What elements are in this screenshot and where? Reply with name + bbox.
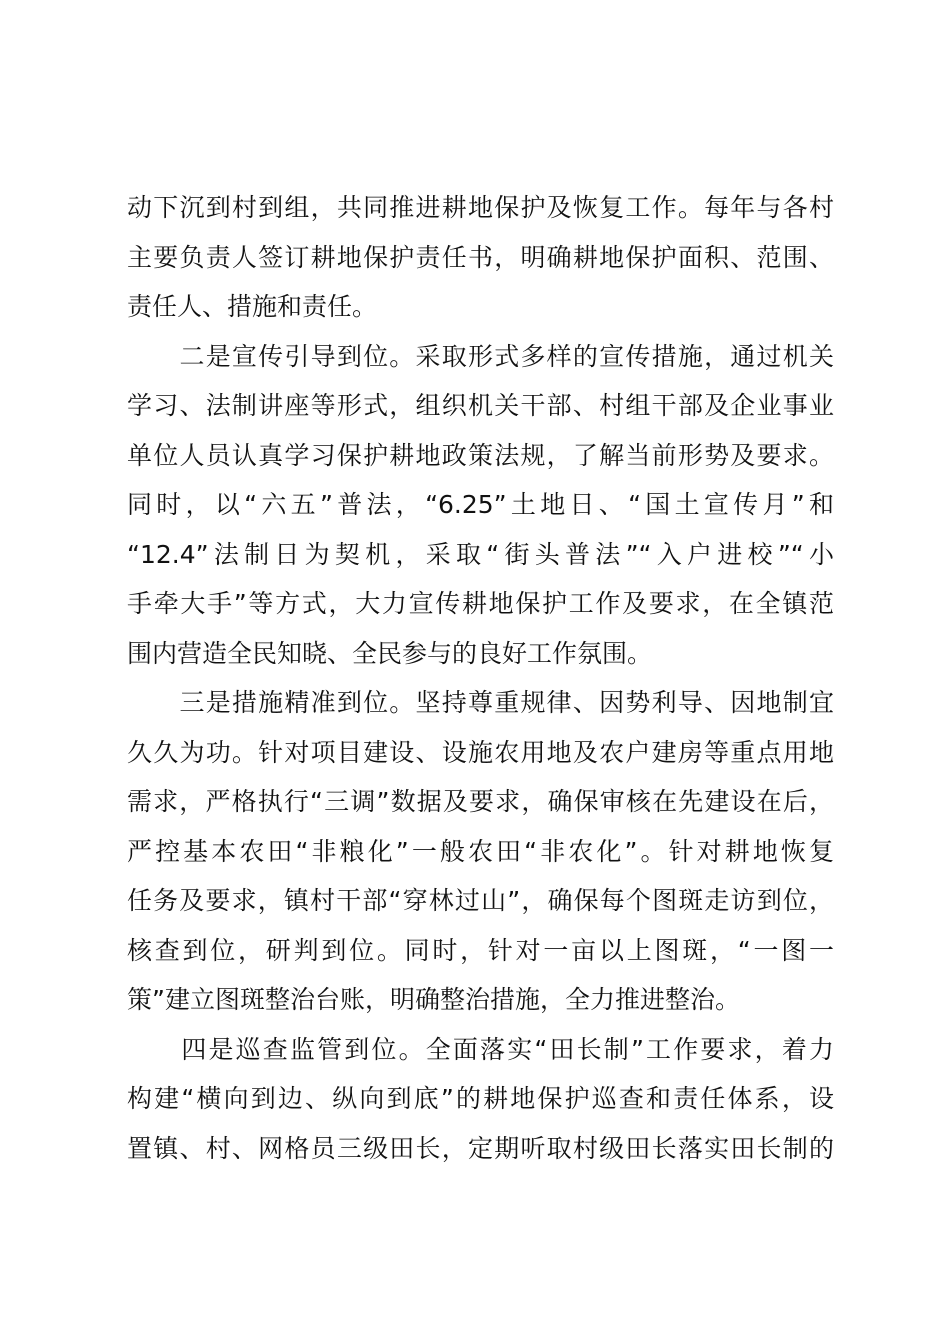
text-line: 久久为功。针对项目建设、设施农用地及农户建房等重点用地 [127, 737, 834, 767]
text-line: 手牵大手”等方式，大力宣传耕地保护工作及要求，在全镇范 [127, 589, 834, 618]
text-line: 三是措施精准到位。坚持尊重规律、因势利导、因地制宜 [127, 688, 834, 717]
text-line: “12.4”法制日为契机，采取“街头普法”“入户进校”“小 [127, 539, 834, 569]
text-line: 需求，严格执行“三调”数据及要求，确保审核在先建设在后， [127, 787, 834, 816]
paragraph-3 [127, 678, 834, 1025]
text-line: 围内营造全民知晓、全民参与的良好工作氛围。 [127, 638, 653, 668]
text-line: 单位人员认真学习保护耕地政策法规，了解当前形势及要求。 [127, 440, 834, 470]
text-line: 同时，以“六五”普法，“6.25”土地日、“国土宣传月”和 [127, 490, 834, 519]
paragraph-2 [127, 332, 834, 679]
text-line: 动下沉到村到组，共同推进耕地保护及恢复工作。每年与各村 [127, 193, 834, 222]
text-line: 置镇、村、网格员三级田长，定期听取村级田长落实田长制的 [127, 1133, 834, 1163]
paragraph-4 [127, 1025, 834, 1174]
document-body [127, 183, 834, 1173]
text-line: 四是巡查监管到位。全面落实“田长制”工作要求，着力 [127, 1034, 834, 1064]
text-line: 学习、法制讲座等形式，组织机关干部、村组干部及企业事业 [127, 391, 834, 420]
text-line: 二是宣传引导到位。采取形式多样的宣传措施，通过机关 [127, 341, 834, 371]
text-line: 主要负责人签订耕地保护责任书，明确耕地保护面积、范围、 [127, 242, 834, 272]
paragraph-1 [127, 183, 834, 332]
text-line: 责任人、措施和责任。 [127, 292, 378, 321]
text-line: 策”建立图斑整治台账，明确整治措施，全力推进整治。 [127, 985, 740, 1014]
text-line: 任务及要求，镇村干部“穿林过山”，确保每个图斑走访到位， [127, 886, 834, 915]
text-line: 严控基本农田“非粮化”一般农田“非农化”。针对耕地恢复 [127, 836, 834, 866]
text-line: 核查到位，研判到位。同时，针对一亩以上图斑，“一图一 [127, 935, 834, 965]
text-line: 构建“横向到边、纵向到底”的耕地保护巡查和责任体系，设 [127, 1084, 834, 1113]
